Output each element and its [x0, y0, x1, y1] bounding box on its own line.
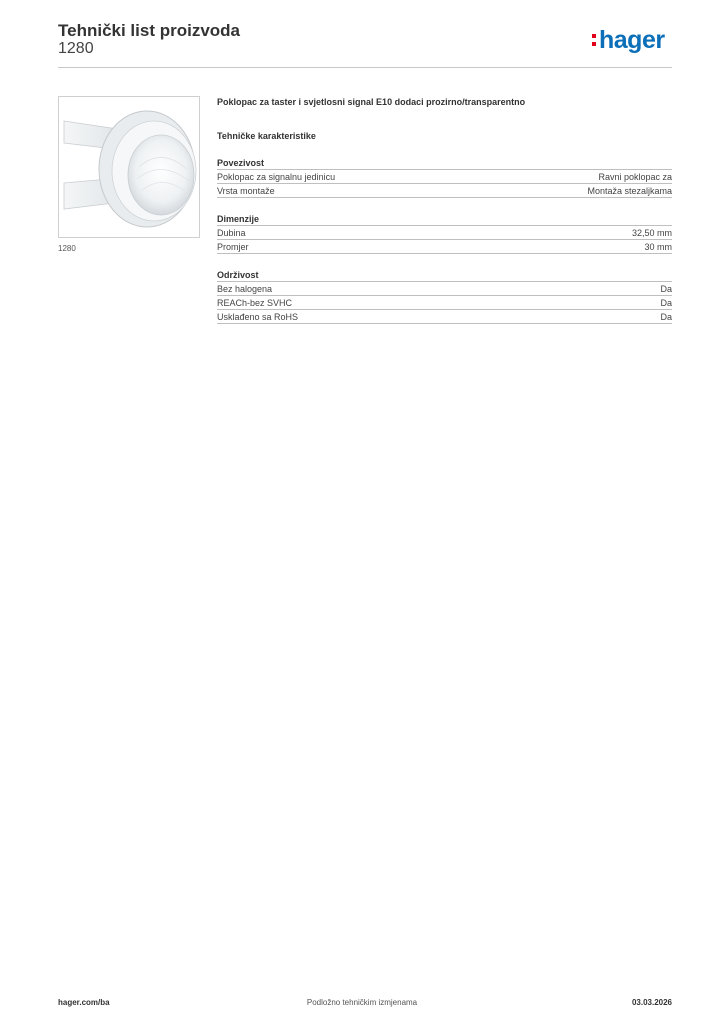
- spec-row: [217, 183, 672, 198]
- product-title: Poklopac za taster i svjetlosni signal E10 dodaci prozirno/transparentno: [217, 97, 526, 107]
- section-title: Tehničke karakteristike: [217, 131, 316, 141]
- spec-value: Montaža stezaljkama: [587, 186, 672, 196]
- footer-note: Podložno tehničkim izmjenama: [306, 998, 418, 1007]
- spec-row: [217, 225, 672, 239]
- group-title: Povezivost: [217, 158, 265, 168]
- spec-value: Da: [660, 312, 672, 322]
- page-title: Tehnički list proizvoda: [58, 21, 240, 40]
- product-photo: [58, 96, 200, 238]
- footer-date: 03.03.2026: [631, 998, 672, 1007]
- header-divider: [58, 67, 672, 68]
- spec-group-odrzivost: [217, 269, 672, 324]
- spec-value: Da: [660, 284, 672, 294]
- spec-row: [217, 295, 672, 309]
- spec-label: Dubina: [217, 228, 246, 238]
- spec-row: [217, 239, 672, 254]
- spec-group-dimenzije: [217, 213, 672, 254]
- group-title: Održivost: [217, 270, 259, 280]
- spec-group-povezivost: [217, 157, 672, 198]
- spec-row: [217, 281, 672, 295]
- spec-value: 32,50 mm: [631, 228, 672, 238]
- spec-value: Ravni poklopac za: [598, 172, 672, 182]
- logo-dots-icon: [592, 28, 597, 50]
- spec-value: Da: [660, 298, 672, 308]
- product-code: 1280: [58, 40, 94, 57]
- group-title: Dimenzije: [217, 214, 260, 224]
- spec-label: Promjer: [217, 242, 249, 252]
- photo-caption: 1280: [58, 244, 76, 253]
- footer-website-link[interactable]: hager.com/ba: [58, 998, 110, 1007]
- hager-logo[interactable]: [592, 28, 665, 53]
- spec-content: [217, 96, 672, 324]
- push-button-cap-icon: [59, 97, 199, 237]
- spec-label: Bez halogena: [217, 284, 273, 294]
- spec-label: REACh-bez SVHC: [217, 298, 293, 308]
- spec-label: Usklađeno sa RoHS: [217, 312, 299, 322]
- spec-row: [217, 309, 672, 324]
- spec-value: 30 mm: [644, 242, 672, 252]
- spec-row: [217, 169, 672, 183]
- spec-label: Poklopac za signalnu jedinicu: [217, 172, 336, 182]
- spec-label: Vrsta montaže: [217, 186, 275, 196]
- logo-text: hager: [599, 26, 665, 54]
